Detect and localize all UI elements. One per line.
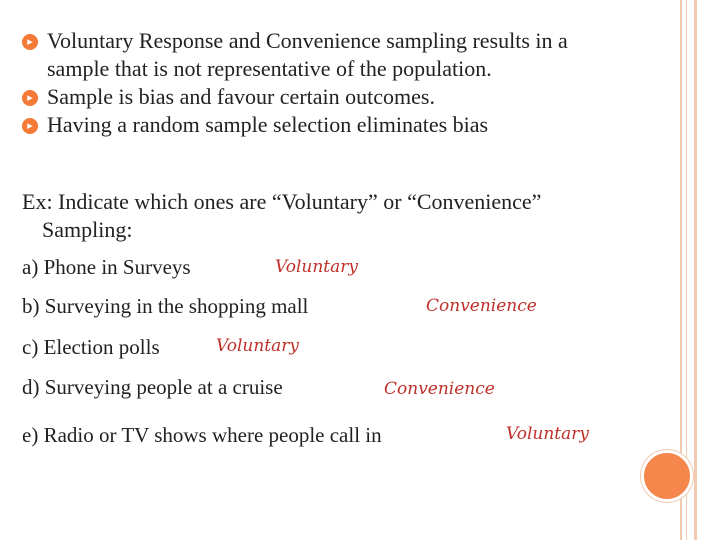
example-item: e) Radio or TV shows where people call in	[22, 423, 382, 447]
bullet-item	[22, 27, 642, 83]
bullet-list	[22, 27, 642, 139]
bullet-text: Having a random sample selection eliminates bias	[47, 112, 489, 137]
bullet-arrow-icon	[22, 118, 38, 134]
example-item: b) Surveying in the shopping mall	[22, 294, 309, 318]
bullet-item	[22, 83, 642, 111]
example-answer: Voluntary	[506, 424, 589, 444]
example-prompt	[22, 188, 622, 244]
border-line	[694, 0, 697, 540]
bullet-arrow-icon	[22, 34, 38, 50]
bullet-text: Voluntary Response and Convenience sampling results in a	[47, 28, 568, 53]
example-answer: Convenience	[426, 296, 537, 316]
example-answer: Convenience	[384, 379, 495, 399]
bullet-arrow-icon	[22, 90, 38, 106]
example-answer: Voluntary	[216, 336, 299, 356]
bullet-text-continued: sample that is not representative of the population.	[47, 56, 492, 81]
example-prompt-line: Sampling:	[42, 217, 133, 242]
example-answer: Voluntary	[275, 257, 358, 277]
example-item: a) Phone in Surveys	[22, 255, 191, 279]
example-prompt-line: Ex: Indicate which ones are “Voluntary” or “Convenience”	[22, 189, 542, 214]
bullet-text: Sample is bias and favour certain outcomes.	[47, 84, 435, 109]
bullet-item	[22, 111, 642, 139]
example-item: d) Surveying people at a cruise	[22, 375, 283, 399]
example-item: c) Election polls	[22, 335, 160, 359]
decorative-circle	[641, 450, 693, 502]
